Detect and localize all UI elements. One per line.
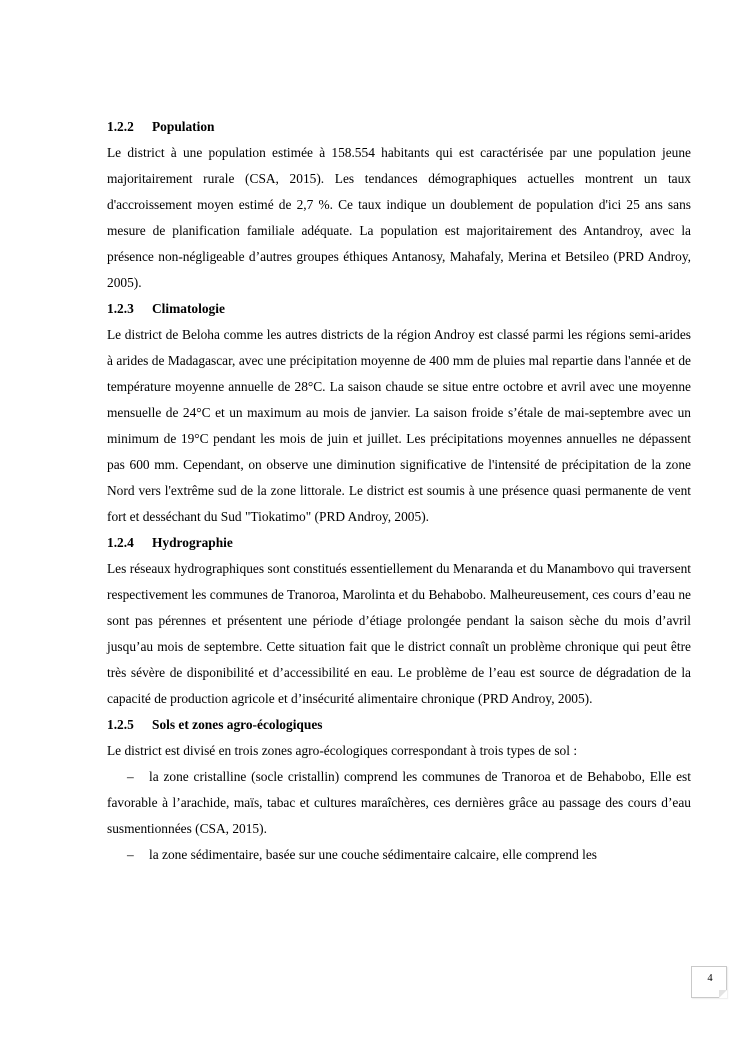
section-number: 1.2.5 <box>107 717 134 732</box>
section-heading <box>107 114 691 140</box>
section-title: Sols et zones agro-écologiques <box>152 717 323 732</box>
section-number: 1.2.4 <box>107 535 134 550</box>
bullet-dash: – <box>127 847 134 862</box>
section-hydrographie <box>107 530 691 712</box>
page-number-box <box>691 966 727 998</box>
section-title: Population <box>152 119 215 134</box>
section-population <box>107 114 691 296</box>
section-heading <box>107 712 691 738</box>
page-fold-icon <box>719 990 727 998</box>
bullet-dash: – <box>127 769 134 784</box>
section-paragraph: Le district est divisé en trois zones agro-écologiques correspondant à trois types de sol : <box>107 743 578 758</box>
section-paragraph: Le district à une population estimée à 158.554 habitants qui est caractérisée par une population jeune majoritairement rurale (CSA, 2015). Les tendances démographiques actuelles montrent un taux d'accroissement moyen estimé de 2,7 %. Ce taux indique un doublement de population d'ici 25 ans sans mesure de planification familiale adéquate. La population est majoritairement des Antandroy, avec la présence non-négligeable d’autres groupes éthiques Antanosy, Mahafaly, Merina et Betsileo (PRD Androy, 2005). <box>107 145 691 290</box>
document-body <box>107 114 691 868</box>
section-paragraph: Les réseaux hydrographiques sont constitués essentiellement du Menaranda et du Manambovo qui traversent respectivement les communes de Tranoroa, Marolinta et du Behabobo. Malheureusement, ces cours d’eau ne sont pas pérennes et présentent une période d’étiage prolongée pendant la saison sèche du mois d’avril jusqu’au mois de septembre. Cette situation fait que le district connaît un problème chronique qui peut être très sévère de disponibilité et d’accessibilité en eau. Le problème de l’eau est source de dégradation de la capacité de production agricole et d’insécurité alimentaire chronique (PRD Androy, 2005). <box>107 561 691 706</box>
section-number: 1.2.3 <box>107 301 134 316</box>
section-heading <box>107 296 691 322</box>
bullet-text: la zone sédimentaire, basée sur une couche sédimentaire calcaire, elle comprend les <box>149 847 597 862</box>
bullet-item <box>107 764 691 842</box>
bullet-text: la zone cristalline (socle cristallin) comprend les communes de Tranoroa et de Behabobo, Elle est favorable à l’arachide, maïs, tabac et cultures maraîchères, ces dernières grâce au passage des cours d’eau susmentionnées (CSA, 2015). <box>107 769 691 836</box>
section-title: Hydrographie <box>152 535 233 550</box>
section-sols <box>107 712 691 868</box>
section-paragraph: Le district de Beloha comme les autres districts de la région Androy est classé parmi les régions semi-arides à arides de Madagascar, avec une précipitation moyenne de 400 mm de pluies mal repartie dans l'année et de température moyenne annuelle de 28°C. La saison chaude se situe entre octobre et avril avec une moyenne mensuelle de 24°C et un maximum au mois de janvier. La saison froide s’étale de mai-septembre avec un minimum de 19°C pendant les mois de juin et juillet. Les précipitations moyennes annuelles ne dépassent pas 600 mm. Cependant, on observe une diminution significative de l'intensité de précipitation de la zone Nord vers l'extrême sud de la zone littorale. Le district est soumis à une présence quasi permanente de vent fort et desséchant du Sud "Tiokatimo" (PRD Androy, 2005). <box>107 327 691 524</box>
section-heading <box>107 530 691 556</box>
section-climatologie <box>107 296 691 530</box>
bullet-item <box>107 842 691 868</box>
section-title: Climatologie <box>152 301 225 316</box>
page-number: 4 <box>707 973 713 984</box>
section-number: 1.2.2 <box>107 119 134 134</box>
